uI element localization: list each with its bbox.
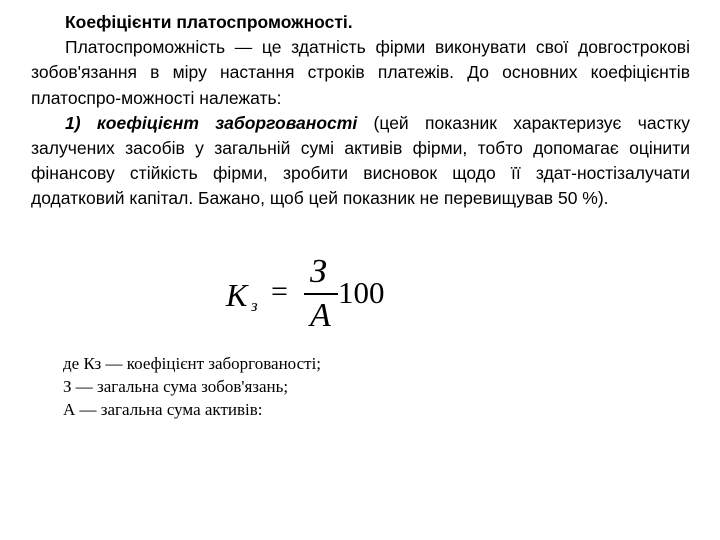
formula-legend — [63, 352, 683, 421]
item-1-body: (цей показник характеризує частку залучених засобів у загальній сумі активів фірми, тобто допомагає оцінити фінансову стійкість фірми, зробити висновок щодо її здат-ностізалучати додатковий капітал. Бажано, щоб цей показник не перевищував 50 %). — [31, 112, 691, 209]
debt-ratio-formula — [226, 255, 406, 335]
formula-numerator: З — [310, 253, 327, 290]
section-heading: Коефіцієнти платоспроможності. — [65, 12, 353, 32]
legend-line: де Кз — коефіцієнт заборгованості; — [63, 354, 322, 373]
formula-multiplier: 100 — [338, 275, 385, 310]
formula-symbol: K — [226, 277, 248, 313]
formula-denominator: А — [310, 297, 331, 334]
intro-paragraph: Платоспроможність — це здатність фірми виконувати свої довгострокові зобов'язання в міру настання строків платежів. До основних коефіцієнтів платоспро-можності належать: — [31, 37, 690, 108]
formula-subscript: з — [251, 296, 258, 315]
legend-line: А — загальна сума активів: — [63, 400, 263, 419]
item-1-paragraph — [31, 111, 690, 212]
legend-line: З — загальна сума зобов'язань; — [63, 377, 289, 396]
formula-equals: = — [271, 275, 288, 308]
fraction-bar — [304, 293, 338, 295]
text-block — [31, 10, 690, 212]
item-1-lead: 1) коефіцієнт заборгованості — [65, 112, 358, 133]
